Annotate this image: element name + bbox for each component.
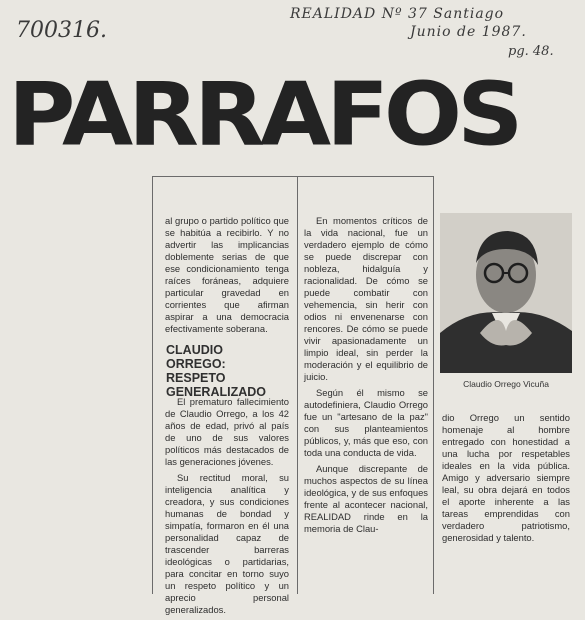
paragraph: Según él mismo se autodefiniera, Claudio Orrego fue un "artesano de la paz" con sus planteamientos públicos, y, más que eso, con toda una conducta de vida.	[304, 387, 428, 458]
paragraph: El prematuro fallecimiento de Claudio Orrego, a los 42 años de edad, privó al país de uno de sus valores políticos más destacados de las generaciones jóvenes.	[165, 396, 289, 467]
article-column-1-bottom	[165, 396, 289, 620]
article-subheading: CLAUDIO ORREGO: RESPETO GENERALIZADO	[166, 343, 266, 399]
paragraph: En momentos críticos de la vida nacional, fue un verdadero ejemplo de cómo se puede discrepar con nobleza, hidalguía y racionalidad. De cómo se puede combatir con vehemencia, sin herir con odios ni envenenarse con rencores. De cómo se puede vivir apasionadamente un limpio ideal, sin perder la moderación y el equilibrio de juicio.	[304, 215, 428, 382]
article-column-1-top	[165, 215, 289, 339]
column-rule	[152, 176, 153, 594]
archive-code: 700316.	[16, 18, 107, 43]
section-title: PARRAFOS	[8, 63, 519, 166]
paragraph: al grupo o partido político que se habitúa a recibirlo. Y no advertir las implicancias doblemente serias de que ese condicionamiento tenga raíces foráneas, adquiere particular gravedad en corrientes que afirman aspirar a una democracia efectivamente soberana.	[165, 215, 289, 334]
paragraph: Aunque discrepante de muchos aspectos de su línea ideológica, y de sus enfoques frente al acontecer nacional, REALIDAD rinde en la memoria de Clau-	[304, 463, 428, 534]
source-note: REALIDAD Nº 37 Santiago	[290, 6, 505, 22]
article-column-3	[442, 412, 570, 548]
top-rule	[152, 176, 433, 177]
paragraph: dio Orrego un sentido homenaje al hombre entregado con honestidad a una lucha por respetables ideales en la vida pública. Amigo y adversario siempre leal, su obra dejará en todos el aporte inherente a las tareas emprendidas con verdadero patriotismo, generosidad y talento.	[442, 412, 570, 543]
article-column-2	[304, 215, 428, 539]
column-rule	[433, 176, 434, 594]
paragraph: Su rectitud moral, su inteligencia analítica y creadora, y sus condiciones humanas de bondad y simpatía, formaron en él una personalidad capaz de trascender barreras ideológicas o partidarias, para concitar en torno suyo un respeto político y un aprecio personal generalizados.	[165, 472, 289, 615]
photo-caption: Claudio Orrego Vicuña	[463, 379, 549, 389]
column-rule	[297, 176, 298, 594]
page-note: pg. 48.	[508, 44, 554, 59]
date-note: Junio de 1987.	[410, 24, 527, 40]
portrait-photo	[440, 213, 572, 373]
